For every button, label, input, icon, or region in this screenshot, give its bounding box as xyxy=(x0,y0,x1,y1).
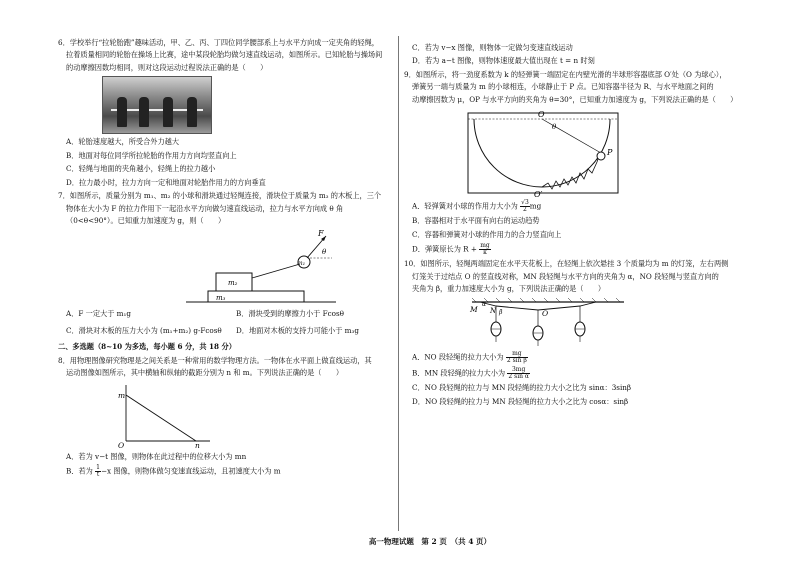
q6-option-a: A．轮胎速度越大，所受合外力越大 xyxy=(66,137,180,147)
label-theta: θ xyxy=(322,248,327,257)
section-2-heading: 二、多选题（8~10 为多选，每小题 6 分，共 18 分） xyxy=(58,342,236,352)
q9-option-a: A．轻弹簧对小球的作用力大小为 $\frac{√3}{2}$ mg xyxy=(412,199,542,214)
q9-d-fraction: $\frac{mg}{k}$ xyxy=(480,242,490,257)
q9-stem-line-2: 弹簧另一端与质量为 m 的小球相连，小球静止于 P 点。已知容器半径为 R、与水平地面之间的 xyxy=(412,82,714,92)
q10-stem-line-3: 夹角为 β，重力加速度大小为 g，下列说法正确的是（ ） xyxy=(412,283,606,293)
question-10 xyxy=(404,259,736,407)
q6-stem-line-1: 6．学校举行“拉轮胎跑”趣味活动，甲、乙、丙、丁四位同学腰部系上与水平方向成一定夹角的轻绳， xyxy=(58,38,379,47)
q8-stem-line-2: 运动图像如图所示，其中横轴和纵轴的截距分别为 n 和 m。下列说法正确的是（ ） xyxy=(66,368,344,378)
label-alpha: α xyxy=(482,301,487,309)
label-F: F xyxy=(318,229,324,239)
label-M: M xyxy=(470,305,478,315)
lantern-middle xyxy=(533,326,543,346)
ball-P xyxy=(597,152,605,160)
q6-stem-line-3: 的动摩擦因数均相同，则对这段运动过程说法正确的是（ ） xyxy=(66,62,268,72)
q7-option-b: B．滑块受到的摩擦力小于 Fcosθ xyxy=(236,309,344,319)
q9-a-fraction: $\frac{√3}{2}$ xyxy=(521,199,529,214)
q8-option-d: D．若为 a−t 图像，则物体速度最大值出现在 t = n 时刻 xyxy=(412,56,595,66)
q6-option-c: C．轻绳与地面的夹角越小，轻绳上的拉力越小 xyxy=(66,164,216,174)
q7-stem-line-1: 7．如图所示，质量分别为 m₁、m₂ 的小球和滑块通过轻绳连接，滑块位于质量为 m₃ 的木板上，三个 xyxy=(58,191,382,201)
tire-pulling-photo xyxy=(102,76,212,134)
q8-b-fraction: $\frac{1}{t}$ xyxy=(96,464,100,478)
q7-options-row-2 xyxy=(58,323,393,339)
q10-option-d: D．NO 段轻绳的拉力与 MN 段轻绳的拉力大小之比为 cosα：sinβ xyxy=(412,396,629,406)
q8-stem-line-1: 8．用物理图像研究物理是之间关系是一种常用的数学物理方法。一物体在水平面上做直线运动，其 xyxy=(58,355,372,365)
label-N: N xyxy=(490,307,497,316)
label-m3: m₃ xyxy=(216,294,226,303)
q10-figure xyxy=(468,296,628,348)
q9-stem-line-1: 9．如图所示，将一劲度系数为 k 的轻弹簧一端固定在内壁光滑的半球形容器底部 O′处（O 为球心）， xyxy=(404,69,727,79)
lantern-left xyxy=(491,322,501,342)
label-theta-9: θ xyxy=(552,123,557,132)
q10-a-fraction: $\frac{mg}{\text{2 sin β}}$ xyxy=(506,350,527,365)
page-footer: 高一物理试题 第 2 页 （共 4 页） xyxy=(368,537,492,546)
label-m1: m₁ xyxy=(297,260,306,268)
label-origin: O xyxy=(118,440,125,449)
q9-option-c: C．容器和弹簧对小球的作用力的合力竖直向上 xyxy=(412,229,562,239)
q7-figure xyxy=(186,228,336,306)
left-column xyxy=(58,38,393,481)
q9-figure xyxy=(464,107,644,197)
label-m2: m₂ xyxy=(228,279,238,288)
q8-option-a: A．若为 v−t 图像，则物体在此过程中的位移大小为 mn xyxy=(66,451,247,461)
label-n: n xyxy=(195,440,200,449)
q8-option-b: B．若为 $\frac{1}{t}$ −x 图像，则物体做匀变速直线运动，且初速度大小为 m xyxy=(66,464,281,478)
q9-option-d: D．弹簧原长为 R + $\frac{mg}{k}$ xyxy=(412,242,490,257)
q10-b-fraction: $\frac{3mg}{\text{2 sin α}}$ xyxy=(508,366,529,381)
q8-option-c: C．若为 v−x 图像，则物体一定做匀变速直线运动 xyxy=(412,43,573,52)
q10-stem-line-1: 10．如图所示，轻绳两端固定在水平天花板上，在轻绳上依次悬挂 3 个质量均为 m 的灯笼，左右两侧 xyxy=(404,259,729,269)
q10-stem-line-2: 灯笼关于过结点 O 的竖直线对称，MN 段轻绳与水平方向的夹角为 α，NO 段轻绳与竖直方向的 xyxy=(412,271,719,281)
q7-stem-line-3: （0<θ<90°）。已知重力加速度为 g，则（ ） xyxy=(66,215,226,225)
label-P: P xyxy=(607,148,613,158)
column-divider xyxy=(398,36,399,531)
q6-stem-line-2: 拉着质量相同的轮胎在操场上比赛，途中某段轮胎均做匀速直线运动，如图所示。已知轮胎与操场间 xyxy=(66,50,383,60)
q9-option-b: B．容器相对于水平面有向右的运动趋势 xyxy=(412,216,540,226)
question-8 xyxy=(58,356,393,478)
q10-option-b: B．MN 段轻绳的拉力大小为 $\frac{3mg}{\text{2 sin α}}$ xyxy=(412,366,529,381)
q7-option-d: D．地面对木板的支持力可能小于 m₃g xyxy=(236,325,359,335)
q9-stem-line-3: 动摩擦因数为 μ，OP 与水平方向的夹角为 θ=30°，已知重力加速度为 g，下列说法正确的是（ ） xyxy=(412,94,738,104)
q10-option-c: C．NO 段轻绳的拉力与 MN 段轻绳的拉力大小之比为 sinα：3sinβ xyxy=(412,383,632,393)
label-beta: β xyxy=(499,309,503,317)
label-O-10: O xyxy=(542,309,549,319)
q7-options-row-1 xyxy=(58,306,393,322)
q7-option-a: A．F 一定大于 m₁g xyxy=(66,309,131,319)
q6-option-b: B．地面对每位同学所拉轮胎的作用力方向均竖直向上 xyxy=(66,150,237,160)
label-m: m xyxy=(118,390,126,400)
lantern-right xyxy=(575,322,585,342)
q7-stem-line-2: 物体在大小为 F 的拉力作用下一起沿水平方向做匀速直线运动，拉力与水平方向成 θ 角 xyxy=(66,203,344,213)
q8-graph xyxy=(114,381,214,449)
question-9 xyxy=(404,70,736,256)
q7-option-c: C．滑块对木板的压力大小为 (m₁+m₂) g-Fcosθ xyxy=(66,325,222,335)
label-O: O xyxy=(538,110,545,120)
q6-option-d: D．拉力最小时，拉力方向一定和地面对轮胎作用力的方向垂直 xyxy=(66,177,266,187)
question-7 xyxy=(58,191,393,339)
q10-option-a: A．NO 段轻绳的拉力大小为 $\frac{mg}{\text{2 sin β}}$ xyxy=(412,350,527,365)
question-6 xyxy=(58,38,393,188)
label-O-prime: O′ xyxy=(534,190,543,198)
right-column xyxy=(404,40,736,410)
